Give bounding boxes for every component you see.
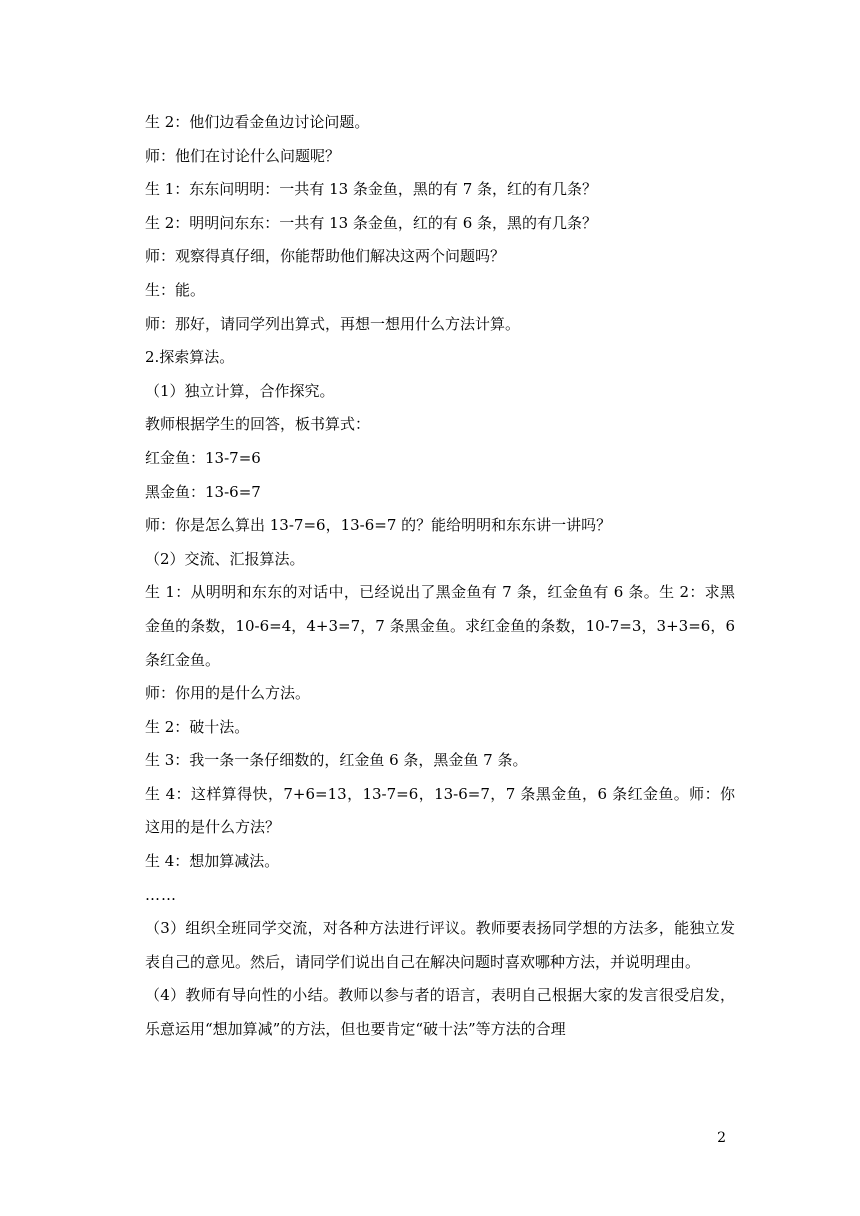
equation-line: 红金鱼：13-7=6 (145, 448, 261, 467)
text-line: 师：那好，请同学列出算式，再想一想用什么方法计算。 (145, 314, 521, 333)
page-number: 2 (717, 1130, 726, 1146)
paragraph: 生 4：这样算得快，7+6=13，13-7=6，13-6=7，7 条黑金鱼，6 条红金鱼。师：你这用的是什么方法？ (145, 784, 735, 837)
ellipsis: …… (145, 885, 177, 904)
subsection-heading: （2）交流、汇报算法。 (145, 549, 305, 568)
text-line: 师：观察得真仔细，你能帮助他们解决这两个问题吗？ (145, 247, 506, 266)
text-line: 师：他们在讨论什么问题呢？ (145, 146, 341, 165)
text-line: 生 2：破十法。 (145, 717, 250, 736)
text-line: 师：你用的是什么方法。 (145, 684, 311, 703)
equation-line: 黑金鱼：13-6=7 (145, 482, 261, 501)
paragraph: （3）组织全班同学交流，对各种方法进行评议。教师要表扬同学想的方法多，能独立发表自己的意见。然后，请同学们说出自己在解决问题时喜欢哪种方法，并说明理由。 (145, 919, 735, 971)
subsection-heading: （1）独立计算，合作探究。 (145, 381, 335, 400)
text-line: 生 2：明明问东东：一共有 13 条金鱼，红的有 6 条，黑的有几条？ (145, 213, 598, 232)
text-line: 生 3：我一条一条仔细数的，红金鱼 6 条，黑金鱼 7 条。 (145, 751, 528, 770)
text-line: 教师根据学生的回答，板书算式： (145, 415, 371, 434)
page-body (145, 106, 735, 1047)
section-heading: 2.探索算法。 (145, 348, 235, 367)
text-line: 生 4：想加算减法。 (145, 852, 280, 871)
paragraph: （4）教师有导向性的小结。教师以参与者的语言，表明自己根据大家的发言很受启发，乐意运用“想加算减”的方法，但也要肯定“破十法”等方法的合理 (145, 986, 735, 1039)
text-line: 生 1：东东问明明：一共有 13 条金鱼，黑的有 7 条，红的有几条？ (145, 180, 598, 199)
text-line: 生 2：他们边看金鱼边讨论问题。 (145, 113, 370, 131)
text-line: 师：你是怎么算出 13-7=6，13-6=7 的？能给明明和东东讲一讲吗？ (145, 516, 612, 535)
text-line: 生：能。 (145, 280, 206, 299)
paragraph: 生 1：从明明和东东的对话中，已经说出了黑金鱼有 7 条，红金鱼有 6 条。生 2：求黑金鱼的条数，10-6=4，4+3=7，7 条黑金鱼。求红金鱼的条数，10-7=3，3+3=6，6 条红金鱼。 (145, 583, 735, 669)
